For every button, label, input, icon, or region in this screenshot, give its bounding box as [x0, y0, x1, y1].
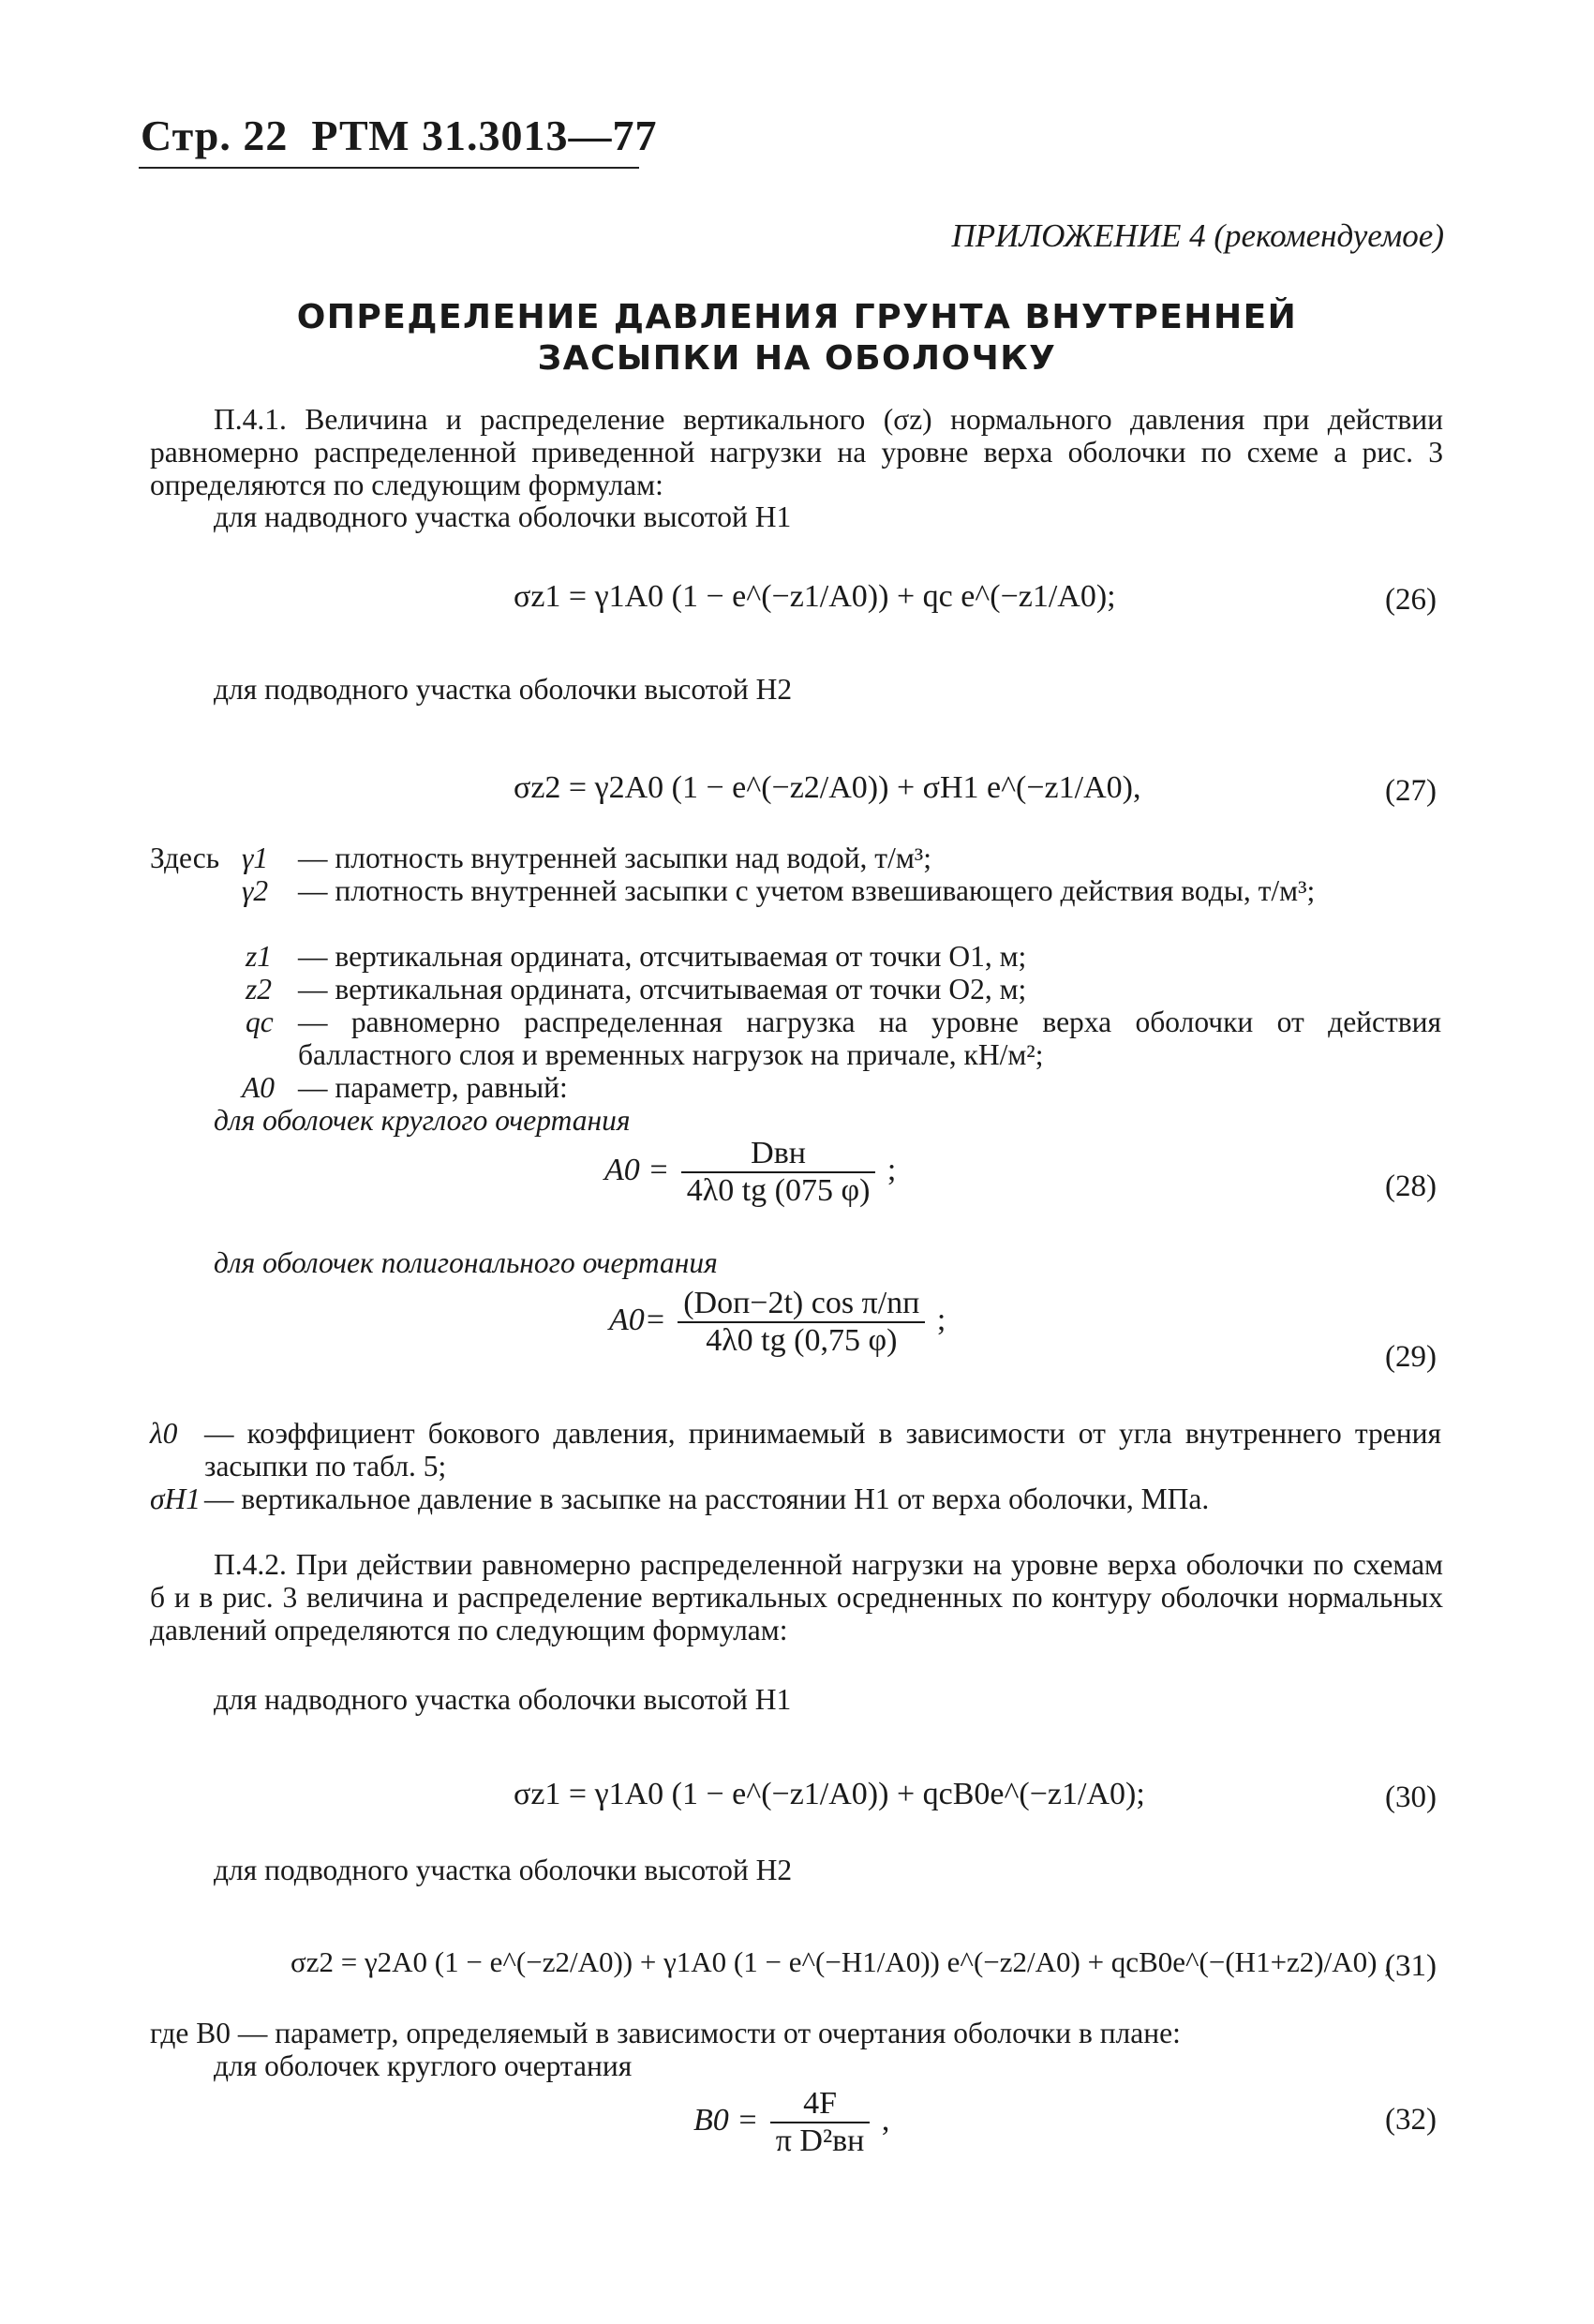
def-text-lambda0: — коэффициент бокового давления, принимаемый в зависимости от угла внутреннего трения засыпки по табл. 5; — [204, 1417, 1441, 1482]
def-symbol-z2: z2 — [246, 973, 273, 1006]
lead-polygon-shells: для оболочек полигонального очертания — [214, 1246, 718, 1279]
equation-29-number: (29) — [1385, 1340, 1437, 1374]
equation-32 — [693, 2086, 889, 2159]
lead-above-water-h1-2: для надводного участка оболочки высотой H1 — [214, 1683, 792, 1716]
eq29-tail: ; — [936, 1302, 946, 1337]
equation-31: σz2 = γ2A0 (1 − e^(−z2/A0)) + γ1A0 (1 − e^(−H1/A0)) e^(−z2/A0) + qcB0e^(−(H1+z2)/A0) , — [290, 1945, 1392, 1978]
eq29-fraction — [678, 1286, 925, 1359]
eq32-lhs: B0 = — [693, 2102, 759, 2138]
eq32-numerator: 4F — [770, 2086, 871, 2123]
lead-round-shells-2: для оболочек круглого очертания — [214, 2049, 633, 2082]
def-text-z2: — вертикальная ордината, отсчитываемая от точки O2, м; — [298, 973, 1027, 1006]
appendix-title: ПРИЛОЖЕНИЕ 4 — [951, 217, 1206, 254]
eq29-denominator: 4λ0 tg (0,75 φ) — [706, 1323, 898, 1358]
def-symbol-gamma2: γ2 — [242, 874, 269, 907]
equation-28 — [604, 1136, 896, 1209]
appendix-label — [951, 217, 1444, 255]
equation-27-number: (27) — [1385, 774, 1437, 808]
def-symbol-qc: qc — [246, 1006, 274, 1038]
def-text-gamma1: — плотность внутренней засыпки над водой, т/м³; — [298, 842, 931, 874]
section-heading-line2: ЗАСЫПКИ НА ОБОЛОЧКУ — [537, 339, 1057, 378]
header-underline — [139, 167, 639, 169]
equation-27: σz2 = γ2A0 (1 − e^(−z2/A0)) + σH1 e^(−z1/A0), — [514, 770, 1141, 805]
equation-30: σz1 = γ1A0 (1 − e^(−z1/A0)) + qcB0e^(−z1/A0); — [514, 1777, 1145, 1811]
def-text-gamma2: — плотность внутренней засыпки с учетом взвешивающего действия воды, т/м³; — [298, 874, 1316, 907]
eq28-tail: ; — [886, 1152, 897, 1187]
eq28-numerator: Dвн — [681, 1136, 876, 1173]
equation-32-number: (32) — [1385, 2103, 1437, 2137]
lead-below-water-h2: для подводного участка оболочки высотой H2 — [214, 673, 793, 706]
lead-round-shells: для оболочек круглого очертания — [214, 1104, 631, 1137]
eq32-tail: , — [881, 2102, 890, 2138]
equation-26: σz1 = γ1A0 (1 − e^(−z1/A0)) + qc e^(−z1/A0); — [514, 579, 1116, 614]
equation-28-number: (28) — [1385, 1169, 1437, 1203]
paragraph-4-1: П.4.1. Величина и распределение вертикального (σz) нормального давления при действии равномерно распределенной приведенной нагрузки на уровне верха оболочки по схеме а рис. 3 определяются по следующим формулам: — [150, 403, 1443, 501]
eq28-lhs: A0 = — [604, 1152, 670, 1187]
def-text-a0: — параметр, равный: — [298, 1071, 568, 1104]
section-heading-line1: ОПРЕДЕЛЕНИЕ ДАВЛЕНИЯ ГРУНТА ВНУТРЕННЕЙ — [296, 298, 1298, 336]
page-header — [141, 111, 658, 160]
equation-30-number: (30) — [1385, 1780, 1437, 1814]
def-symbol-a0: A0 — [242, 1071, 275, 1104]
lead-above-water-h1: для надводного участка оболочки высотой H1 — [214, 500, 792, 533]
doc-code: РТМ 31.3013—77 — [311, 112, 658, 159]
lead-below-water-h2-2: для подводного участка оболочки высотой H2 — [214, 1854, 793, 1886]
def-symbol-gamma1: γ1 — [242, 842, 269, 874]
def-symbol-sigmaH1: σH1 — [150, 1482, 201, 1515]
eq32-denominator: π D²вн — [775, 2123, 865, 2158]
where-b0: где B0 — параметр, определяемый в зависимости от очертания оболочки в плане: — [150, 2017, 1181, 2049]
def-symbol-lambda0: λ0 — [150, 1417, 178, 1450]
equation-31-number: (31) — [1385, 1949, 1437, 1983]
page-label: Стр. 22 — [141, 112, 289, 159]
eq32-fraction — [770, 2086, 871, 2159]
paragraph-4-2: П.4.2. При действии равномерно распределенной нагрузки на уровне верха оболочки по схемам б и в рис. 3 величина и распределение вертикальных осредненных по контуру оболочки нормальных давлений определяются по следующим формулам: — [150, 1548, 1443, 1646]
def-symbol-z1: z1 — [246, 940, 273, 973]
eq29-numerator: (Dоп−2t) cos π/nп — [678, 1286, 925, 1323]
appendix-note: (рекомендуемое) — [1214, 217, 1444, 254]
def-text-sigmaH1: — вертикальное давление в засыпке на расстоянии H1 от верха оболочки, МПа. — [204, 1482, 1210, 1515]
def-prefix: Здесь — [150, 842, 220, 874]
def-text-qc: — равномерно распределенная нагрузка на уровне верха оболочки от действия балластного слоя и временных нагрузок на причале, кН/м²; — [298, 1006, 1441, 1071]
eq28-denominator: 4λ0 tg (075 φ) — [686, 1173, 871, 1208]
equation-26-number: (26) — [1385, 583, 1437, 617]
eq28-fraction — [681, 1136, 876, 1209]
equation-29 — [609, 1286, 946, 1359]
eq29-lhs: A0= — [609, 1302, 666, 1337]
def-text-z1: — вертикальная ордината, отсчитываемая от точки O1, м; — [298, 940, 1027, 973]
